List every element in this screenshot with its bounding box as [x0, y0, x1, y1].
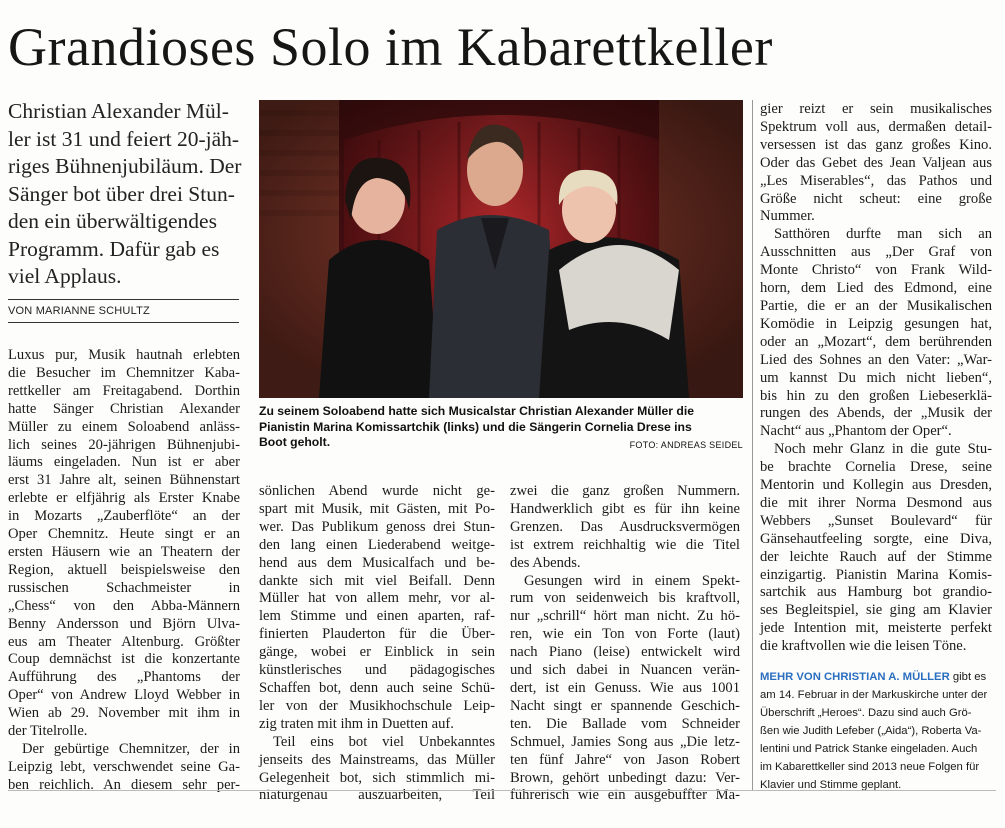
caption-line-text: Boot geholt.: [259, 435, 331, 449]
info-box-heading: MEHR VON CHRISTIAN A. MÜLLER: [760, 671, 950, 683]
info-box-line: [760, 668, 992, 686]
text-line: ben reichlich. An diesem sehr per-: [8, 776, 240, 793]
text-line: Grenzen. Das Ausdrucksvermögen: [510, 518, 740, 535]
text-line: ses Begleitspiel, sie ging am Klavier: [760, 602, 992, 619]
byline: VON MARIANNE SCHULTZ: [8, 305, 150, 317]
text-line: die Besucher im Chemnitzer Kaba-: [8, 364, 240, 381]
text-line: Ausschnitten aus „Der Graf von: [760, 244, 992, 261]
text-line: Schaffen bot, denn auch seine Schü-: [259, 679, 495, 696]
text-line: Schmuel, Jamies Song aus „Die letz-: [510, 733, 740, 750]
info-box: [760, 668, 992, 794]
text-line: Handwerklich gibt es für ihn keine: [510, 500, 740, 517]
text-line: russischen Schachmeister in: [8, 579, 240, 596]
text-line: künstlerisches und pädagogisches: [259, 662, 495, 679]
byline-rule: [8, 299, 239, 300]
text-line: zig traten mit ihm in Duetten auf.: [259, 715, 454, 732]
text-line: wer. Das Publikum genoss drei Stun-: [259, 518, 495, 535]
text-line: und sich dabei in Nuancen verän-: [510, 662, 740, 679]
text-line: spart mit Musik, mit Gästen, mit Po-: [259, 500, 495, 517]
text-line: ren, wie ein Ton von Forte (laut): [510, 626, 740, 643]
article-column-1: [8, 347, 240, 795]
text-line: dert, ist ein Genuss. Wie aus 1001: [510, 679, 740, 696]
text-line: Brown, gehört unbedingt dazu: Ver-: [510, 769, 740, 786]
byline-rule: [8, 322, 239, 323]
text-line: nur „schrill“ hört man nicht. Zu hö-: [510, 608, 740, 625]
text-line: be brachte Cornelia Drese, seine: [760, 459, 992, 476]
text-line: sönlichen Abend wurde nicht ge-: [259, 483, 495, 499]
text-line: des Abends.: [510, 554, 581, 571]
text-line: in Mozarts „Zauberflöte“ an der: [8, 508, 240, 525]
text-line: jenseits des Mainstreams, das Müller: [259, 751, 495, 768]
text-line: Nacht singt er spannende Geschich-: [510, 697, 740, 714]
text-line: gänge, wobei er Einblick in sein: [259, 644, 495, 661]
caption-line: Zu seinem Soloabend hatte sich Musicalstar Christian Alexander Müller die: [259, 404, 695, 418]
text-line: erlebte er elfjährig als Erster Knabe: [8, 490, 240, 507]
text-line: bis hin zu den großen Liebeserklä-: [760, 387, 992, 404]
text-line: dankte sich mit viel Beifall. Denn: [259, 572, 495, 589]
text-line: um kannst Du mich nicht lieben“,: [760, 369, 992, 386]
text-line: lich seines 20-jährigen Bühnenjubi-: [8, 436, 240, 453]
lede-line: Sänger bot über drei Stun-: [8, 181, 235, 206]
text-line: der Titelrolle.: [8, 723, 88, 740]
text-line: Müller hat von allem mehr, vor al-: [259, 590, 495, 607]
text-line: Nacht“ aus „Phantom der Oper“.: [760, 423, 952, 440]
caption-line: Pianistin Marina Komissartchik (links) und die Sängerin Cornelia Drese ins: [259, 419, 692, 434]
text-line: Oper“ von Andrew Lloyd Webber in: [8, 687, 240, 704]
text-line: Spektrum voll aus, dermaßen detail-: [760, 118, 992, 135]
text-line: führerisch wie ein ausgebuffter Ma-: [510, 787, 740, 804]
info-box-line: im Kabarettkeller sind 2013 neue Folgen für: [760, 761, 980, 773]
lede-line: ler ist 31 und feiert 20-jäh-: [8, 126, 240, 151]
text-line: zwei die ganz großen Nummern.: [510, 483, 740, 499]
text-line: den lang einen Liederabend weitge-: [259, 536, 495, 553]
text-line: ersten Häusern wie an Theatern der: [8, 543, 240, 560]
text-line: Monte Christo“ von Frank Wild-: [760, 262, 992, 279]
text-line: Gesungen wird in einem Spekt-: [524, 572, 740, 589]
text-line: Komödie in Leipzig gesungen hat,: [760, 315, 992, 332]
text-line: hend aus dem Musicalfach und be-: [259, 554, 495, 571]
column-divider: [752, 100, 753, 790]
text-line: Wien ab 29. November mit ihm in: [8, 705, 240, 722]
text-line: erst 31 Jahre alt, seinen Bühnenstart: [8, 472, 240, 489]
text-line: Teil eins bot viel Unbekanntes: [273, 733, 495, 750]
text-line: Lied des Sohnes an den Vater: „War-: [760, 351, 992, 368]
text-line: Gänsehautfeeling sorgte, eine Diva,: [760, 530, 992, 547]
text-line: Müller zu einem Soloabend anläss-: [8, 418, 240, 435]
text-line: rungen des Abends, der „Musik der: [760, 405, 992, 422]
lede-line: viel Applaus.: [8, 264, 122, 288]
text-line: Nummer.: [760, 208, 815, 225]
text-line: Der gebürtige Chemnitzer, der in: [22, 740, 240, 757]
text-line: läums eingeladen. Nun ist er aber: [8, 454, 240, 471]
text-line: hatte Sänger Christian Alexander: [8, 400, 240, 417]
text-line: Luxus pur, Musik hautnah erlebten: [8, 347, 240, 363]
photo-credit: FOTO: ANDREAS SEIDEL: [629, 440, 743, 450]
text-line: Oder das Gebet des Jean Valjean aus: [760, 154, 992, 171]
info-box-text: gibt es: [952, 671, 987, 683]
info-box-line: ßen wie Judith Lefeber („Aida“), Roberta Va-: [760, 725, 982, 737]
text-line: Partie, die er an der Musikalischen: [760, 297, 992, 314]
text-line: Satthören durfte man sich an: [774, 226, 992, 243]
text-line: ist extrem reichhaltig wie die Titel: [510, 536, 740, 553]
text-line: gier reizt er sein musikalisches: [760, 101, 992, 117]
text-line: ler von der Musikhochschule Leip-: [259, 697, 495, 714]
article-column-3: [510, 483, 740, 805]
lede-line: riges Bühnenjubiläum. Der: [8, 154, 242, 178]
text-line: oder an „Mozart“, dem berührenden: [760, 333, 992, 350]
text-line: lem Stimme und einen aparten, raf-: [259, 608, 495, 625]
text-line: ten. Die Ballade vom Schneider: [510, 715, 740, 732]
text-line: niaturgenau auszuarbeiten, Teil: [259, 787, 495, 804]
lede-line: den ein überwältigendes: [8, 209, 217, 233]
text-line: versessen ist das ganz großes Kino.: [760, 136, 992, 153]
text-line: Coup demnächst ist die konzertante: [8, 651, 240, 668]
text-line: Gelegenheit bot, sich stimmlich mi-: [259, 769, 495, 786]
text-line: Leipzig lebt, verschwendet seine Ga-: [8, 758, 240, 775]
headline: Grandioses Solo im Kabarettkeller: [8, 17, 773, 77]
info-box-line: Überschrift „Heroes“. Dazu sind auch Grö-: [760, 707, 972, 719]
text-line: Webbers „Sunset Boulevard“ für: [760, 512, 992, 529]
text-line: Größe nicht scheut: eine große: [760, 190, 992, 207]
text-line: eus am Theater Altenburg. Größter: [8, 633, 240, 650]
text-line: die kraftvollen wie die leisen Töne.: [760, 638, 967, 655]
lede-line: Christian Alexander Mül-: [8, 99, 229, 123]
text-line: jede Intention mit, meisterte perfekt: [760, 620, 992, 637]
photo-caption: [259, 404, 743, 454]
text-line: einzigartig. Pianistin Marina Komis-: [760, 566, 992, 583]
lede-line: Programm. Dafür gab es: [8, 236, 220, 261]
info-box-line: Klavier und Stimme geplant.: [760, 779, 902, 791]
text-line: Mentorin und Kollegin aus Dresden,: [760, 477, 992, 494]
text-line: „Les Miserables“, das Pathos und: [760, 172, 992, 189]
text-line: Benny Andersson und Björn Ulva-: [8, 615, 240, 632]
text-line: sartchik aus Hamburg bot grandio-: [760, 584, 992, 601]
article-photo: [259, 100, 743, 398]
text-line: nach Piano (leise) entwickelt wird: [510, 644, 740, 661]
article-column-4: [760, 101, 992, 656]
text-line: der leichte Rauch auf der Stimme: [760, 548, 992, 565]
text-line: ten fünf Jahre“ von Jason Robert: [510, 751, 740, 768]
text-line: „Chess“ von den Abba-Männern: [8, 597, 240, 614]
text-line: Aufführung des „Phantoms der: [8, 669, 240, 686]
lede: [8, 98, 240, 291]
info-box-line: lentini und Patrick Stanke eingeladen. Auch: [760, 743, 978, 755]
text-line: die mit ihrer Norma Desmond aus: [760, 494, 992, 511]
bottom-rule: [8, 790, 996, 791]
text-line: Region, aktuell beispielsweise den: [8, 561, 240, 578]
text-line: Oper Chemnitz. Heute singt er an: [8, 526, 240, 543]
text-line: finierten Plauderton für die Über-: [259, 626, 495, 643]
info-box-line: am 14. Februar in der Markuskirche unter der: [760, 689, 988, 701]
text-line: Noch mehr Glanz in die gute Stu-: [774, 441, 992, 458]
photo-illustration: [259, 100, 743, 398]
caption-line: [259, 435, 743, 451]
text-line: rum von seidenweich bis kraftvoll,: [510, 590, 740, 607]
text-line: rettkeller am Freitagabend. Dorthin: [8, 382, 240, 399]
article-column-2: [259, 483, 495, 805]
text-line: horn, dem Lied des Edmond, eine: [760, 280, 992, 297]
